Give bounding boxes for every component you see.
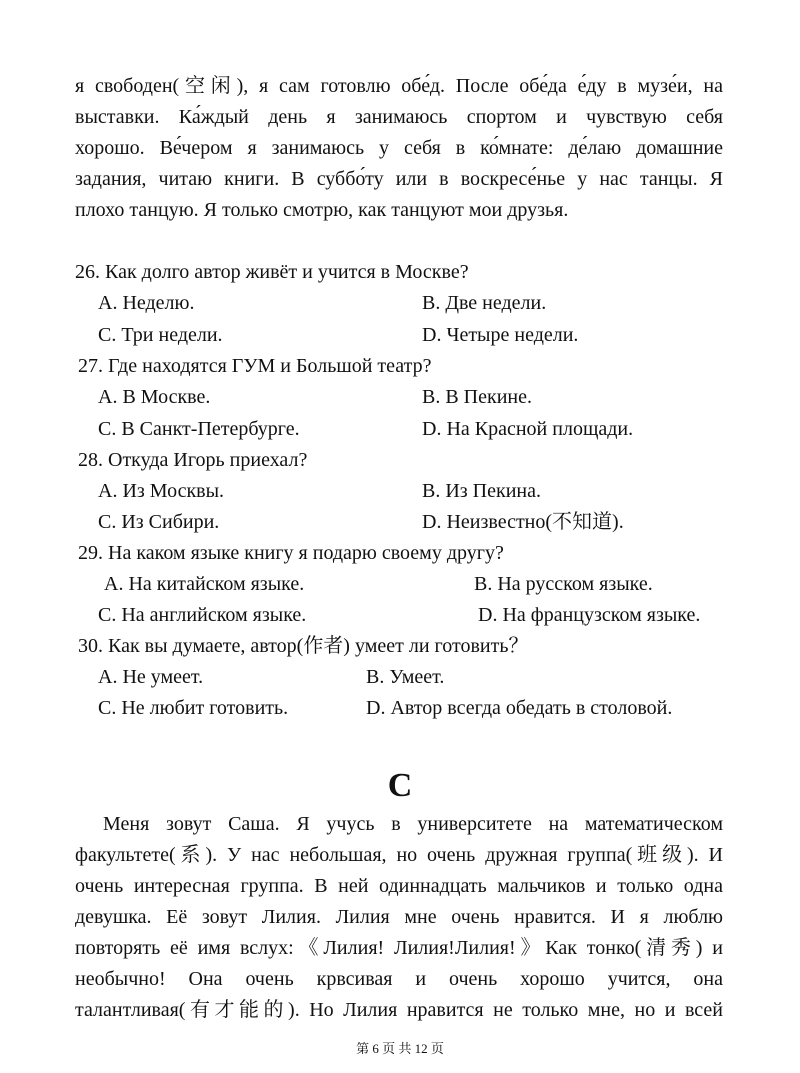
- option-30-b: B. Умеет.: [366, 666, 445, 688]
- section-c-passage: [75, 809, 723, 1026]
- option-27-a: A. В Москве.: [98, 386, 211, 408]
- option-27-d: D. На Красной площади.: [422, 418, 634, 440]
- question-30: 30. Как вы думаете, автор(作者) умеет ли готовить？: [78, 635, 529, 657]
- option-28-a: A. Из Москвы.: [98, 480, 225, 502]
- passage-line: повторять её имя вслух:《Лилия! Лилия!Лилия!》Как тонко(清秀) и: [75, 937, 723, 959]
- passage-line: очень интересная группа. В ней одиннадцать мальчиков и только одна: [75, 875, 723, 897]
- option-26-c: C. Три недели.: [98, 324, 223, 346]
- option-29-d: D. На французском языке.: [478, 604, 701, 626]
- passage-line: девушка. Её зовут Лилия. Лилия мне очень нравится. И я люблю: [75, 906, 723, 928]
- option-27-c: C. В Санкт-Петербурге.: [98, 418, 300, 440]
- passage-b-tail: [75, 71, 723, 226]
- passage-line: факультете(系). У нас небольшая, но очень дружная группа(班级). И: [75, 844, 723, 866]
- option-29-c: C. На английском языке.: [98, 604, 307, 626]
- option-28-b: B. Из Пекина.: [422, 480, 542, 502]
- question-27: 27. Где находятся ГУМ и Большой театр?: [78, 355, 432, 377]
- passage-line: задания, читаю книги. В суббо́ту или в воскресе́нье у нас танцы. Я: [75, 168, 723, 190]
- passage-line: я свободен(空闲), я сам готовлю обе́д. После обе́да е́ду в музе́и, на: [75, 75, 723, 97]
- option-30-a: A. Не умеет.: [98, 666, 204, 688]
- question-29: 29. На каком языке книгу я подарю своему другу?: [78, 542, 504, 564]
- question-26: 26. Как долго автор живёт и учится в Москве?: [75, 261, 469, 283]
- passage-line: плохо танцую. Я только смотрю, как танцуют мои друзья.: [75, 199, 569, 221]
- passage-line: выставки. Ка́ждый день я занимаюсь спортом и чувствую себя: [75, 106, 723, 128]
- passage-line: талантливая(有才能的). Но Лилия нравится не только мне, но и всей: [75, 999, 723, 1021]
- passage-line: хорошо. Ве́чером я занимаюсь у себя в ко́мнате: де́лаю домашние: [75, 137, 723, 159]
- option-29-a: A. На китайском языке.: [104, 573, 305, 595]
- option-27-b: B. В Пекине.: [422, 386, 532, 408]
- option-30-d: D. Автор всегда обедать в столовой.: [366, 697, 673, 719]
- option-26-a: A. Неделю.: [98, 292, 195, 314]
- question-28: 28. Откуда Игорь приехал?: [78, 449, 308, 471]
- option-26-b: B. Две недели.: [422, 292, 547, 314]
- option-29-b: B. На русском языке.: [474, 573, 653, 595]
- option-26-d: D. Четыре недели.: [422, 324, 579, 346]
- option-30-c: C. Не любит готовить.: [98, 697, 289, 719]
- page-footer: 第 6 页 共 12 页: [356, 1041, 444, 1056]
- section-c-title: C: [387, 767, 413, 804]
- option-28-d: D. Неизвестно(不知道).: [422, 511, 624, 533]
- passage-line: Меня зовут Саша. Я учусь в университете на математическом: [103, 813, 723, 835]
- passage-line: необычно! Она очень крвсивая и очень хорошо учится, она: [75, 968, 723, 990]
- option-28-c: C. Из Сибири.: [98, 511, 220, 533]
